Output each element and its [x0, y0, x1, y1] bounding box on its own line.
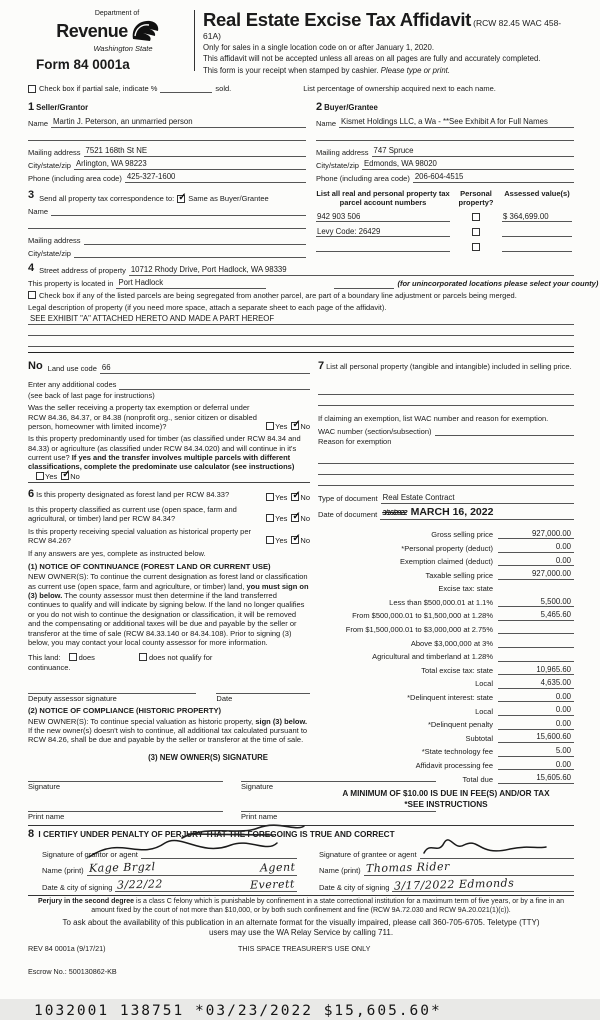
excise-amount-field[interactable]: 0.00: [498, 705, 574, 716]
excise-amount-field[interactable]: 10,965.60: [498, 665, 574, 676]
header-divider: [194, 10, 195, 71]
wac-intro: If claiming an exemption, list WAC number and reason for exemption.: [318, 413, 549, 423]
agency-state: Washington State: [93, 43, 153, 53]
segregated-checkbox[interactable]: [28, 291, 36, 299]
excise-row: Gross selling price 927,000.00: [318, 526, 574, 540]
buyer-phone-field[interactable]: 206-604-4515: [413, 172, 574, 183]
excise-amount-field[interactable]: 4,635.00: [498, 678, 574, 689]
excise-amount-field[interactable]: [498, 633, 574, 634]
county-field[interactable]: [334, 279, 394, 289]
unincorporated-note: (for unincorporated locations please select your county): [397, 279, 599, 289]
left-lower-column: No Land use code 66 Enter any additional codes (see back of last page for instructions) Was the seller receiving a property tax exemption or deferral under RCW 84.36, 84.37, or 84.38 (nonprofit org., senior citizen or disabled person, homeowner with limited income)? Yes ✓ No Is this property predominantly used for timber (as classified under RCW 84.34 and 84.33) or agriculture (as classified under RCW 84.34.020) and will continue in it's current use? If yes and the transfer involves multiple parcels with different classifications, complete the predominate use calculator (see instructions) Yes ✓ No 6 Is this property designated as forest land per RCW 84.33? Yes ✓ No Is this property classified as current use (open space, farm and agricultural, or timber) land per RCW 84.34? Yes ✓ No Is this property receiving special valuation as historical property per RCW 84.26? Yes ✓ No If any answers are yes, complete as instructed below. (1) NOTICE OF CONTINUANCE (FOREST LAND OR CURRENT USE) NEW OWNER(S): To continue the current designation as forest land or classification as current use (open space, farm and agriculture, or timber) land, you must sign on (3) below. The county assessor must then determine if the land transferred continues to qualify and will indicate by signing below. If the land no longer qualifies or you do not wish to continue the designation or classification, it will be removed and the compensating or additional taxes will be due and payable by the seller or transferor at the time of sale (RCW 84.33.140 or 84.34.108). Prior to signing (3) below, you may contact your local county assessor for more information. This land: does does not qualify for continuance. Deputy assessor signature Date (2) NOTICE OF COMPLIANCE (HISTORIC PROPERTY) NEW OWNER(S): To continue special valuation as historic property, sign (3) below. If the new owner(s) doesn't wish to continue, all additional tax calculated pursuant to RCW 84.26, shall be due and payable by the seller or transferor at the time of sale. (3) NEW OWNER(S) SIGNATURE Signature Print name Signature Print name: [28, 356, 310, 821]
excise-row: *Personal property (deduct) 0.00: [318, 539, 574, 553]
excise-amount-field[interactable]: 5.00: [498, 746, 574, 757]
form-number: Form 84 0001a: [36, 57, 130, 73]
rev-number: REV 84 0001a (9/17/21): [28, 943, 106, 953]
parcel-row-2: [316, 225, 574, 237]
seller-section-title: Seller/Grantor: [36, 103, 89, 113]
document-date-value: MARCH 16, 2022: [410, 505, 494, 518]
reason-label: Reason for exemption: [318, 437, 392, 447]
deputy-assessor-label: Deputy assessor signature: [28, 693, 117, 703]
excise-row: From $500,000.01 to $1,500,000 at 1.28% 5,465.60: [318, 607, 574, 621]
s6q3-no-checkbox[interactable]: [291, 536, 299, 544]
located-in-field[interactable]: Port Hadlock: [116, 278, 266, 289]
excise-amount-field[interactable]: 0.00: [498, 692, 574, 703]
excise-amount-field[interactable]: 0.00: [498, 542, 574, 553]
buyer-name-field-2[interactable]: [316, 131, 574, 141]
parcel-number-field-3[interactable]: [316, 242, 450, 252]
new-owner-printname-field-1[interactable]: [28, 800, 223, 812]
excise-amount-field[interactable]: 0.00: [498, 556, 574, 567]
excise-row: Taxable selling price 927,000.00: [318, 566, 574, 580]
excise-amount-field[interactable]: 927,000.00: [498, 529, 574, 540]
if-yes-note: If any answers are yes, complete as instructed below.: [28, 549, 206, 559]
agency-logo-block: [28, 8, 188, 75]
personal-property-field-2[interactable]: [318, 395, 574, 406]
reason-field-3[interactable]: [318, 475, 574, 486]
excise-rows-top: [318, 526, 574, 580]
excise-row: Less than $500,000.01 at 1.1% 5,500.00: [318, 594, 574, 608]
agency-name-small: Department of: [94, 10, 140, 17]
header-note-2: This affidavit will not be accepted unless all areas on all pages are fully and accurately completed.: [203, 54, 541, 64]
s5q1-no-checkbox[interactable]: [291, 422, 299, 430]
wac-number-field[interactable]: [435, 426, 574, 436]
grantee-signature-field[interactable]: [420, 849, 574, 859]
notice1-title: (1) NOTICE OF CONTINUANCE (FOREST LAND OR CURRENT USE): [28, 561, 271, 571]
notice2-text: NEW OWNER(S): To continue special valuation as historic property, sign (3) below. If the new owner(s) doesn't wish to continue, all additional tax calculated pursuant to RCW 84.26, shall be due and payable by the seller or transferor at the time of sale.: [28, 716, 308, 745]
sold-label: sold.: [215, 84, 232, 94]
excise-row: *Delinquent interest: state 0.00: [318, 689, 574, 703]
land-does-not-checkbox[interactable]: [139, 653, 147, 661]
seller-mailing-field[interactable]: 7521 168th St NE: [84, 146, 306, 157]
s6q1-yes-checkbox[interactable]: [266, 493, 274, 501]
s6q2-yes-checkbox[interactable]: [266, 514, 274, 522]
new-owners-signature-block: (3) NEW OWNER(S) SIGNATURE Signature Print name Signature Print name: [28, 753, 448, 821]
excise-row: From $1,500,000.01 to $3,000,000 at 2.75%: [318, 621, 574, 635]
historic-question-row: Is this property receiving special valuation as historical property per RCW 84.26? Yes ✓ No: [28, 527, 310, 546]
excise-rows-bottom: [318, 594, 574, 784]
excise-amount-field[interactable]: 0.00: [498, 760, 574, 771]
correspondence-csz-field[interactable]: [74, 248, 306, 258]
reason-field-2[interactable]: [318, 464, 574, 475]
excise-row: Local 4,635.00: [318, 675, 574, 689]
s6q1-no-checkbox[interactable]: [291, 493, 299, 501]
s6q3-yes-checkbox[interactable]: [266, 536, 274, 544]
excise-row: *State technology fee 5.00: [318, 743, 574, 757]
personal-property-checkbox-3[interactable]: [472, 243, 480, 251]
excise-amount-field[interactable]: [498, 647, 574, 648]
current-use-question-row: Is this property classified as current use (open space, farm and agricultural, or timber) land per RCW 84.34? Yes ✓ No: [28, 505, 310, 524]
seller-name-field[interactable]: Martin J. Peterson, an unmarried person: [51, 117, 306, 128]
seller-column: 1 Seller/Grantor Name Martin J. Peterson, an unmarried person Mailing address 7521 168th St NE City/state/zip Arlington, WA 98223 Phone (including area code) 425-327-1600 3 Send all property tax correspondence to: ✓ Same as Buyer/Grantee Name Mailing address City/state/zip: [28, 99, 306, 258]
section-divider: [28, 352, 574, 353]
excise-row: Total excise tax: state 10,965.60: [318, 662, 574, 676]
section8: 8 I CERTIFY UNDER PENALTY OF PERJURY THAT THE FOREGOING IS TRUE AND CORRECT Signature of grantor or agent Name (print) Kage Brgzl Agent Date & city of signing 3/22/22 Everett Signature of grantee or agent Name (print) Thomas Rider Date & city of signing 3/17/2022 Edmonds: [28, 825, 574, 892]
form-title: Real Estate Excise Tax Affidavit: [203, 9, 472, 30]
perjury-note: Perjury in the second degree is a class C felony which is punishable by confinement in a state correctional institution for a maximum term of five years, or by a fine in an amount fixed by the court of not more than $10,000, or by both such confinement and fine (RCW 9A.72.030 and RCW 9A.20.021(1)(c)).: [37, 898, 564, 915]
deputy-assessor-signature-field[interactable]: [28, 683, 196, 694]
land-use-code-field[interactable]: 66: [100, 363, 310, 374]
header-note-3: This form is your receipt when stamped by cashier. Please type or print.: [203, 65, 451, 75]
excise-amount-field[interactable]: 5,465.60: [498, 610, 574, 621]
parcel-table-header: List all real and personal property tax parcel account numbers Personal property? Assessed value(s): [316, 189, 570, 207]
parcel-number-field[interactable]: 942 903 506: [316, 212, 450, 223]
treasurer-stamp: 1032001 138751 *03/23/2022 $15,605.60*: [34, 1002, 442, 1019]
additional-codes-note: (see back of last page for instructions): [28, 390, 155, 400]
timber-question: Is this property predominantly used for timber (as classified under RCW 84.34 and 84.33) or agriculture (as classified under RCW 84.34.020) and will continue in it's current use? If yes and the transfer involves multiple parcels with different classifications, complete the predominate use calculator (see instructions) Yes ✓ No: [28, 434, 310, 481]
deputy-date-field[interactable]: [216, 683, 310, 694]
excise-state-header-row: Excise tax: state: [438, 584, 493, 594]
buyer-section-title: Buyer/Grantee: [324, 103, 378, 113]
legal-description-field-2[interactable]: [28, 325, 574, 336]
ownership-note: List percentage of ownership acquired next to each name.: [303, 84, 496, 94]
seller-csz-field[interactable]: Arlington, WA 98223: [74, 159, 306, 170]
s5q2-no-checkbox[interactable]: [61, 472, 69, 480]
land-does-checkbox[interactable]: [69, 653, 77, 661]
excise-row: Above $3,000,000 at 3%: [318, 634, 574, 648]
header-note-1: Only for sales in a single location code on or after January 1, 2020.: [203, 43, 435, 53]
excise-row: *Delinquent penalty 0.00: [318, 716, 574, 730]
levy-code-field[interactable]: Levy Code: 26429: [316, 227, 450, 238]
assessed-value-field-2[interactable]: [502, 227, 572, 237]
s6q2-no-checkbox[interactable]: [291, 514, 299, 522]
excise-amount-field[interactable]: 927,000.00: [498, 569, 574, 580]
excise-amount-field[interactable]: 15,605.60: [498, 773, 574, 784]
buyer-mailing-field[interactable]: 747 Spruce: [372, 146, 574, 157]
form-header: [28, 8, 574, 75]
legal-description-field[interactable]: SEE EXHIBIT "A" ATTACHED HERETO AND MADE A PART HEREOF: [28, 314, 574, 325]
new-owner-signature-field-1[interactable]: [28, 770, 223, 782]
excise-row: Local 0.00: [318, 702, 574, 716]
excise-tax-table: [318, 526, 574, 784]
street-address-field[interactable]: 10712 Rhody Drive, Port Hadlock, WA 98339: [129, 265, 574, 276]
additional-codes-field[interactable]: [119, 380, 310, 390]
escrow-number: Escrow No.: 500130862-KB: [28, 966, 117, 976]
personal-property-field-1[interactable]: [318, 384, 574, 395]
this-land-row: This land: does does not qualify for: [28, 652, 213, 662]
excise-amount-field[interactable]: 5,500.00: [498, 597, 574, 608]
grantor-date-field[interactable]: 3/22/22 Everett: [117, 877, 296, 892]
correspondence-name-field[interactable]: [51, 206, 306, 216]
accessibility-note: To ask about the availability of this publication in an alternate format for the visually impaired, please call 360-705-6705. Teletype (TTY) users may use the WA Relay Service by calling 711.: [62, 917, 540, 937]
parcel-row-3: [316, 240, 574, 252]
excise-amount-field[interactable]: 0.00: [498, 719, 574, 730]
exemption-question-row: Was the seller receiving a property tax exemption or deferral under RCW 84.36, 84.37, or 84.38 (nonprofit org., senior citizen or disabled person, homeowner with limited income)? Yes ✓ No: [28, 403, 310, 431]
grantor-signature-field[interactable]: [141, 849, 297, 859]
right-lower-column: 7 List all personal property (tangible and intangible) included in selling price. If claiming an exemption, list WAC number and reason for exemption. WAC number (section/subsection) Reason for exemption Type of document Real Estate Contract Date of document 3/16/2022 MARCH 16, 2022 Gross selling price 927,000.00 *Personal property (deduct) 0.00 Exemption claimed (deduct) 0.00 Taxable selling price 927,000.00 Excise tax: state Less than $500,000.01 at 1.1% 5,500.00 From $500,000.01 to $1,500,000 at 1.28% 5,465.60 From $1,500,000.01 to $3,000,000 at 2.75% Above $3,000,000 at 3% Agricultural and timberland at 1.28% Total excise tax: state 10,965.60 Local 4,635.00 *Delinquent interest: state 0.00 Local 0.00 *Delinquent penalty 0.00 Subtotal 15,600.60 *State technology fee 5.00 Affidavit processing fee 0.00 Total due 15,605.60 A MINIMUM OF $10.00 IS DUE IN FEE(S) AND/OR TAX *SEE INSTRUCTIONS: [318, 356, 574, 811]
notice2-title: (2) NOTICE OF COMPLIANCE (HISTORIC PROPERTY): [28, 706, 222, 716]
excise-row: Agricultural and timberland at 1.28%: [318, 648, 574, 662]
excise-row: Affidavit processing fee 0.00: [318, 757, 574, 771]
form-title-rcw: (RCW 82.45 WAC 458-61A): [203, 18, 562, 42]
assessed-value-field-3[interactable]: [502, 242, 572, 252]
excise-amount-field[interactable]: 15,600.60: [498, 732, 574, 743]
parcel-row-1: [316, 210, 574, 222]
excise-amount-field[interactable]: [498, 661, 574, 662]
assessed-value-field-1[interactable]: $ 364,699.00: [502, 212, 572, 223]
reason-field-1[interactable]: [318, 453, 574, 464]
grantee-name-field[interactable]: Thomas Rider: [364, 861, 574, 876]
grantor-signing-block: Signature of grantor or agent Name (print) Kage Brgzl Agent Date & city of signing 3/22/22 Everett: [42, 844, 297, 893]
minimum-due-note: A MINIMUM OF $10.00 IS DUE IN FEE(S) AND/OR TAX *SEE INSTRUCTIONS: [342, 788, 550, 810]
grantee-date-field[interactable]: 3/17/2022 Edmonds: [392, 878, 574, 893]
revenue-swirl-icon: [130, 19, 160, 43]
s5q2-yes-checkbox[interactable]: [36, 472, 44, 480]
certify-statement: I CERTIFY UNDER PENALTY OF PERJURY THAT THE FOREGOING IS TRUE AND CORRECT: [38, 830, 395, 840]
section4: 4 Street address of property 10712 Rhody Drive, Port Hadlock, WA 98339 This property is located in Port Hadlock (for unincorporated locations please select your county) Check box if any of the listed parcels are being segregated from another parcel, are part of a boundary line adjustment or parcels being merged. Legal description of property (if you need more space, attach a separate sheet to each page of the affidavit). SEE EXHIBIT "A" ATTACHED HERETO AND MADE A PART HEREOF: [28, 262, 574, 347]
same-as-buyer-checkbox[interactable]: [177, 195, 185, 203]
partial-sale-row: [28, 82, 574, 93]
seller-name-field-2[interactable]: [28, 131, 306, 141]
footer-rule: [28, 895, 574, 896]
grantor-name-field[interactable]: Kage Brgzl Agent: [88, 860, 296, 875]
excise-row: Total due 15,605.60: [318, 770, 574, 784]
seller-phone-field[interactable]: 425-327-1600: [125, 172, 306, 183]
correspondence-label: Send all property tax correspondence to:: [39, 193, 175, 203]
personal-property-intro: 7 List all personal property (tangible and intangible) included in selling price.: [318, 360, 572, 373]
document-date-field[interactable]: [380, 506, 574, 520]
partial-sale-checkbox[interactable]: [28, 85, 36, 93]
personal-property-checkbox-1[interactable]: [472, 213, 480, 221]
crossed-out-date: 3/16/2022: [382, 507, 407, 517]
buyer-csz-field[interactable]: Edmonds, WA 98020: [362, 159, 574, 170]
legal-description-field-3[interactable]: [28, 336, 574, 347]
same-as-buyer-label: Same as Buyer/Grantee: [188, 193, 269, 203]
partial-sale-label: Check box if partial sale, indicate %: [39, 84, 158, 94]
excise-row: Exemption claimed (deduct) 0.00: [318, 553, 574, 567]
notice1-text: NEW OWNER(S): To continue the current designation as forest land or classification as current use (open space, farm and agriculture, or timber) land, you must sign on (3) below. The county assessor must then determine if the land transferred continues to qualify and will indicate by signing below. If the land no longer qualifies or you do not wish to continue the designation or classification, it will be removed and the compensating or additional taxes will be due and payable by the seller or transferor at the time of sale (RCW 84.33.140 or 84.34.108). Prior to signing (3) below, you may contact your local county assessor for more information.: [28, 572, 309, 647]
agency-name: Revenue: [56, 20, 128, 41]
s5q1-yes-checkbox[interactable]: [266, 422, 274, 430]
document-type-field[interactable]: Real Estate Contract: [381, 493, 574, 504]
forest-land-question-row: 6 Is this property designated as forest land per RCW 84.33? Yes ✓ No: [28, 488, 310, 502]
correspondence-mailing-field[interactable]: [84, 235, 306, 245]
deputy-date-label: Date: [216, 693, 233, 703]
grantee-signing-block: Signature of grantee or agent Name (print) Thomas Rider Date & city of signing 3/17/2022 Edmonds: [319, 844, 574, 893]
partial-sale-percent-field[interactable]: [160, 83, 212, 93]
excise-row: Subtotal 15,600.60: [318, 730, 574, 744]
personal-property-checkbox-2[interactable]: [472, 228, 480, 236]
treasurer-use-label: THIS SPACE TREASURER'S USE ONLY: [238, 943, 371, 953]
buyer-column: 2 Buyer/Grantee Name Kismet Holdings LLC, a Wa - **See Exhibit A for Full Names Mailing address 747 Spruce City/state/zip Edmonds, WA 98020 Phone (including area code) 206-604-4515 List all real and personal property tax parcel account numbers Personal property? Assessed value(s) 942 903 506 $ 364,699.00 Levy Code: 26429: [316, 99, 574, 258]
segregated-label: Check box if any of the listed parcels are being segregated from another parcel, are part of a boundary line adjustment or parcels being merged.: [39, 290, 517, 300]
buyer-name-field[interactable]: Kismet Holdings LLC, a Wa - **See Exhibit A for Full Names: [339, 117, 574, 128]
correspondence-name-field-2[interactable]: [28, 219, 306, 229]
legal-description-label: Legal description of property (if you need more space, attach a separate sheet to each page of the affidavit).: [28, 302, 387, 312]
